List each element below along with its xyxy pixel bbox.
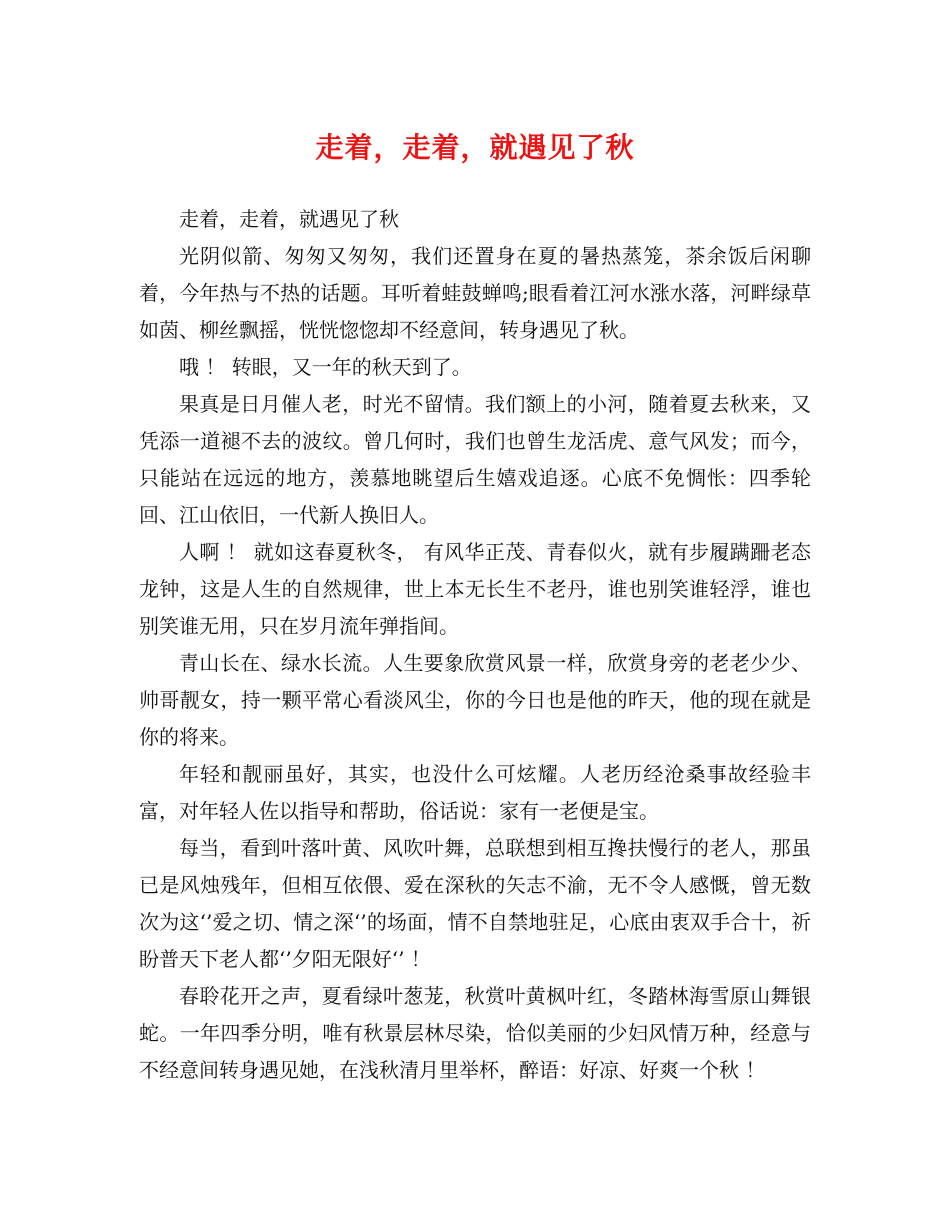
paragraph: 走着，走着，就遇见了秋 bbox=[179, 207, 399, 231]
paragraph: 人啊 ！ 就如这春夏秋冬， 有风华正茂、青春似火，就有步履蹒跚老态龙钟，这是人生的自然规律，世上本无长生不老丹，谁也别笑谁轻浮，谁也别笑谁无用，只在岁月流年弹指间。 bbox=[139, 540, 811, 638]
document-title: 走着，走着，就遇见了秋 bbox=[315, 131, 635, 164]
paragraph: 年轻和靓丽虽好，其实，也没什么可炫耀。人老历经沧桑事故经验丰富，对年轻人佐以指导和帮助，俗话说：家有一老便是宝。 bbox=[139, 762, 811, 823]
paragraph: 每当，看到叶落叶黄、风吹叶舞，总联想到相互搀扶慢行的老人，那虽已是风烛残年，但相互依偎、爱在深秋的矢志不渝，无不令人感慨，曾无数次为这‘’爱之切、情之深‘’的场面，情不自禁地驻足，心底由衷双手合十，祈盼普天下老人都‘’夕阳无限好‘’ ！ bbox=[139, 836, 811, 971]
paragraph: 春聆花开之声，夏看绿叶葱茏，秋赏叶黄枫叶红，冬踏林海雪原山舞银蛇。一年四季分明，唯有秋景层林尽染，恰似美丽的少妇风情万种，经意与不经意间转身遇见她，在浅秋清月里举杯，醉语：好凉、好爽一个秋 ！ bbox=[139, 984, 811, 1082]
paragraph: 哦 ！ 转眼，又一年的秋天到了。 bbox=[179, 355, 472, 379]
paragraph: 果真是日月催人老，时光不留情。我们额上的小河，随着夏去秋来，又凭添一道褪不去的波纹。曾几何时，我们也曾生龙活虎、意气风发；而今，只能站在远远的地方，羡慕地眺望后生嬉戏追逐。心底不免惆怅：四季轮回、江山依旧，一代新人换旧人。 bbox=[139, 392, 811, 527]
paragraph: 光阴似箭、匆匆又匆匆，我们还置身在夏的暑热蒸笼，茶余饭后闲聊着，今年热与不热的话题。耳听着蛙鼓蝉鸣;眼看着江河水涨水落，河畔绿草如茵、柳丝飘摇，恍恍惚惚却不经意间，转身遇见了秋。 bbox=[139, 244, 811, 342]
document-body bbox=[139, 201, 811, 1089]
paragraph: 青山长在、绿水长流。人生要象欣赏风景一样，欣赏身旁的老老少少、帅哥靓女，持一颗平常心看淡风尘，你的今日也是他的昨天，他的现在就是你的将来。 bbox=[139, 651, 811, 749]
